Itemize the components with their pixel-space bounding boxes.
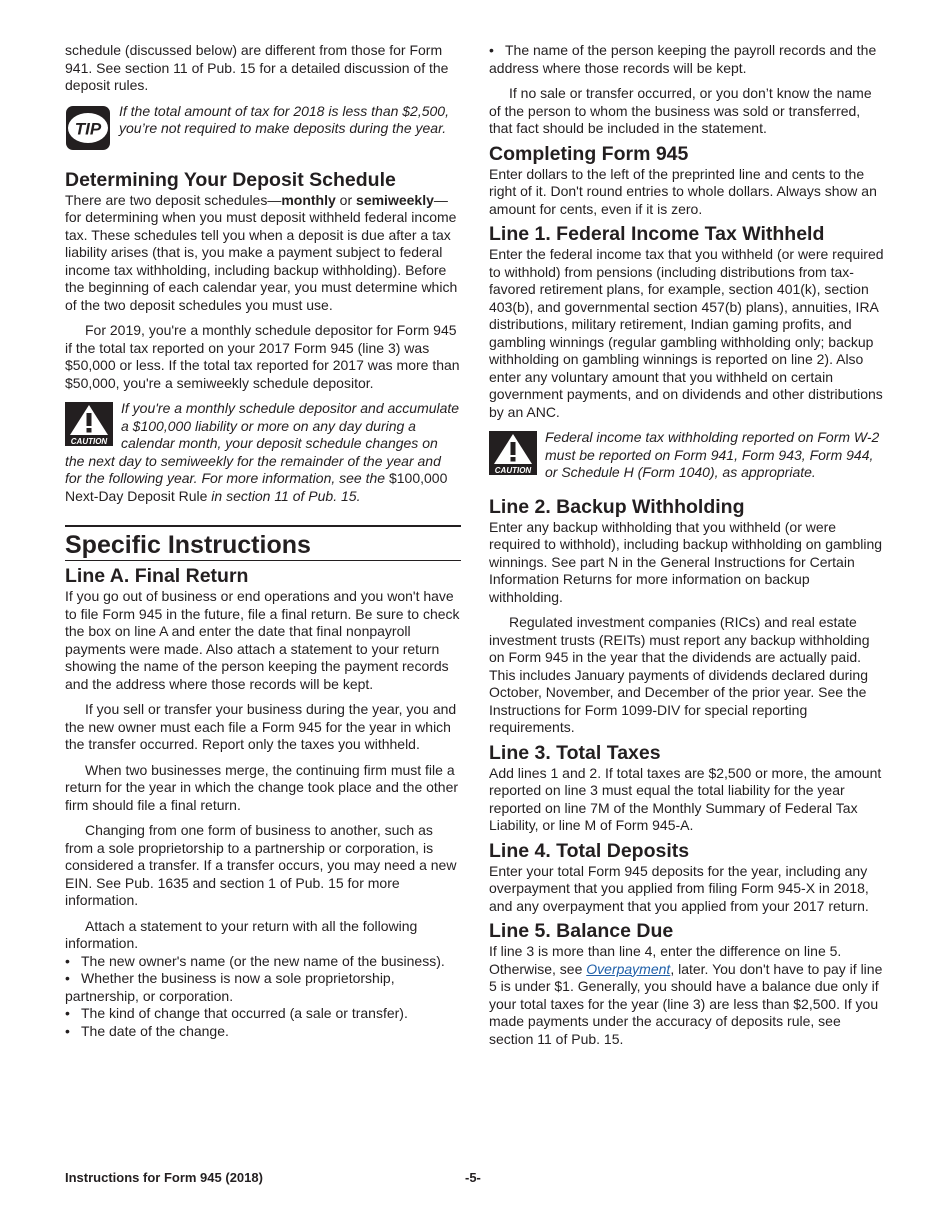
list-item: • The date of the change. bbox=[65, 1023, 461, 1041]
overpayment-link[interactable]: Overpayment bbox=[586, 960, 671, 977]
list-item: • Whether the business is now a sole proprietorship, partnership, or corporation. bbox=[65, 970, 461, 1005]
line-a-paragraph-5: Attach a statement to your return with all the following information. bbox=[65, 917, 418, 951]
page-footer bbox=[65, 1170, 885, 1185]
tip-note bbox=[65, 103, 461, 157]
line-3-paragraph: Add lines 1 and 2. If total taxes are $2,500 or more, the amount reported on line 3 must equal the total liability for the year reported on line 7M of the Monthly Summary of Federal Tax Liability, or line M of Form 945-A. bbox=[489, 764, 882, 833]
list-item: • The name of the person keeping the payroll records and the address where those records will be kept. bbox=[489, 42, 885, 77]
page-number: -5- bbox=[465, 1170, 481, 1185]
line-a-paragraph-2: If you sell or transfer your business during the year, you and the new owner must each file a Form 945 for the year in which the transfer occurred. Report only the taxes you withheld. bbox=[65, 701, 457, 752]
completing-paragraph: Enter dollars to the left of the preprinted line and cents to the right of it. Don't round entries to whole dollars. Always show an amount for cents, even if it is zero. bbox=[489, 165, 877, 217]
line-5-paragraph: If line 3 is more than line 4, enter the difference on line 5. Otherwise, see Overpayment, later. You don't have to pay if line 5 is under $1. Generally, you should have a balance due only if your total taxes for the year (line 3) are less than $2,500. If you made payments under the accuracy of deposits rule, see section 11 of Pub. 15. bbox=[489, 943, 883, 1047]
caution-text: Federal income tax withholding reported on Form W-2 must be reported on Form 941, Form 943, Form 944, or Schedule H (Form 1040), as appropriate. bbox=[545, 429, 880, 480]
tip-label: TIP bbox=[74, 119, 102, 138]
list-item: • The kind of change that occurred (a sale or transfer). bbox=[65, 1005, 461, 1023]
caution-note-2 bbox=[489, 429, 885, 482]
line-4-paragraph: Enter your total Form 945 deposits for the year, including any overpayment that you applied from filing Form 945-X in 2018, and any overpayment that you applied from your 2017 return. bbox=[489, 862, 869, 914]
caution-icon bbox=[65, 402, 113, 446]
caution-icon bbox=[489, 431, 537, 475]
line-a-paragraph-4: Changing from one form of business to another, such as from a sole proprietorship to a partnership or corporation, is considered a transfer. If a transfer occurs, you may need a new EIN. See Pub. 1635 and section 1 of Pub. 15 for more information. bbox=[65, 822, 457, 908]
heading-line-a: Line A. Final Return bbox=[65, 565, 249, 587]
heading-completing-form: Completing Form 945 bbox=[489, 142, 689, 165]
section-line-a bbox=[65, 560, 461, 588]
footer-title: Instructions for Form 945 (2018) bbox=[65, 1170, 263, 1185]
caution-label: CAUTION bbox=[70, 437, 108, 446]
section-specific-instructions bbox=[65, 525, 461, 559]
caution-label: CAUTION bbox=[494, 466, 532, 475]
line-a-paragraph-1: If you go out of business or end operations and you won't have to file Form 945 in the future, file a final return. Be sure to check the box on line A and enter the date that final nonpayroll payments were made. Also attach a statement to your return showing the name of the person keeping the payment records and the address where those records will be kept. bbox=[65, 588, 460, 692]
deposit-paragraph-2: For 2019, you're a monthly schedule depositor for Form 945 if the total tax reported on your 2017 Form 945 (line 3) was $50,000 or less. If the total tax reported for 2017 was more than $50,000, you're a semiweekly schedule depositor. bbox=[65, 322, 460, 391]
caution-note-1: CAUTION If you're a monthly schedule depositor and accumulate a $100,000 liability or more on any day during a calendar month, your deposit schedule changes on the next day to semiweekly for the remainder of the year and for the following year. For more information, see the $100,000 Next-Day Deposit Rule in section 11 of Pub. 15. bbox=[65, 400, 460, 504]
heading-line-2: Line 2. Backup Withholding bbox=[489, 495, 745, 518]
heading-specific-instructions: Specific Instructions bbox=[65, 531, 311, 559]
line-2-paragraph-2: Regulated investment companies (RICs) and real estate investment trusts (REITs) must report any backup withholding on Form 945 in the year that the dividends are actually paid. This includes January payments of dividends declared during October, November, and December of the prior year. See the Instructions for Form 1099-DIV for special reporting requirements. bbox=[489, 614, 870, 735]
heading-line-3: Line 3. Total Taxes bbox=[489, 741, 661, 764]
heading-line-5: Line 5. Balance Due bbox=[489, 920, 674, 942]
line-2-paragraph-1: Enter any backup withholding that you withheld (or were required to withhold), including backup withholding on gambling winnings. See part N in the General Instructions for Certain Information Returns for more information on backup withholding. bbox=[489, 518, 883, 605]
line-a-paragraph-3: When two businesses merge, the continuing firm must file a return for the year in which the change took place and the other firm should file a final return. bbox=[65, 761, 459, 813]
heading-line-4: Line 4. Total Deposits bbox=[489, 839, 690, 862]
left-column bbox=[65, 42, 461, 1040]
line-1-paragraph: Enter the federal income tax that you withheld (or were required to withhold) from pensions (including distributions from tax-favored retirement plans, for example, section 401(k), section 403(b), and governmental section 457(b) plans), annuities, IRA distributions, military retirement, Indian gaming profits, and gambling winnings (regular gambling withholding only; backup withholding on gambling winnings is reported on line 2). Also enter any voluntary amount that you withheld on certain government payments, and on dividends and other distributions by an ANC. bbox=[489, 246, 884, 420]
no-sale-paragraph: If no sale or transfer occurred, or you don’t know the name of the person to whom the business was sold or transferred, that fact should be included in the statement. bbox=[489, 85, 872, 136]
intro-paragraph: schedule (discussed below) are different from those for Form 941. See section 11 of Pub. 15 for a detailed discussion of the deposit rules. bbox=[65, 42, 449, 93]
tip-icon bbox=[65, 105, 111, 151]
deposit-paragraph-1: There are two deposit schedules—monthly or semiweekly—for determining when you must deposit withheld federal income tax. These schedules tell you when a deposit is due after a tax liability arises (that is, you make a payment subject to federal income tax withholding, including backup withholding). Before the beginning of each calendar year, you must determine which of the two deposit schedules you must use. bbox=[65, 191, 458, 313]
tip-text: If the total amount of tax for 2018 is less than $2,500, you’re not required to make deposits during the year. bbox=[119, 102, 449, 136]
heading-deposit-schedule: Determining Your Deposit Schedule bbox=[65, 168, 396, 191]
heading-line-1: Line 1. Federal Income Tax Withheld bbox=[489, 223, 825, 245]
list-item: • The new owner's name (or the new name of the business). bbox=[65, 953, 461, 971]
right-column bbox=[489, 42, 885, 1048]
